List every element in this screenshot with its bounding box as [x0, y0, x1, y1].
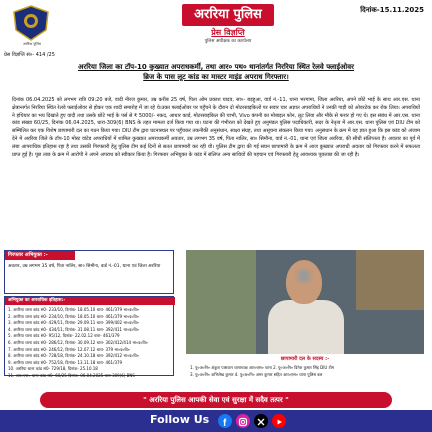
criminal-history-box: [4, 296, 174, 376]
photo-face-blur: [298, 270, 310, 282]
logo-caption: अररिया पुलिस: [22, 42, 42, 46]
accused-box: [4, 250, 174, 294]
body-paragraph: दिनांक 06.04.2025 को लगभग रात्रि 09:20 बजे, वादी नीरज कुमार, उम्र करीब 25 वर्ष, पिता ओम प्रकाश यादव, सा०- बड़हुआ, वार्ड नं.-11, थाना भरगामा, जिला अररिया, अपने छोटे भाई के साथ आर.एस. थाना क्षेत्रान्तर्गत निररिया स्थित रेलवे फ्लाईओवर से होकर एक शादी समारोह में जा रहे थे।उक्त फ्लाईओवर पर पहुँचने के दौरान दो मोटरसाइकिलों पर सवार चार अज्ञात अपराधियों ने उनकी गाड़ी को ओवरटेक कर रोक लिया। अपराधियों ने हथियार का भय दिखाते हुए वादी तथा उसके छोटे भाई के पर्स से ₹ 5000/- नकद, आधार कार्ड, मोटरसाइकिल की चाभी, Vivo कंपनी का मोबाइल फोन, लूट लिया और मौके से फरार हो गए थे। इस संबंध में आर.एस. थाना कांड संख्या 60/25, दिनांक 06.04.2025, धारा-309(6) BNS के तहत मामला दर्ज किया गया था। घटना की गंभीरता को देखते हुए अनुमंडल पुलिस पदाधिकारी, सदर के नेतृत्व में आर.एस. थाना पुलिस एवं DIU टीम को सम्मिलित कर एक विशेष छापामारी दल का गठन किया गया। DIU टीम द्वारा घटनास्थल पर पहुँचकर तकनीकी अनुसंधान, साक्ष्य संग्रह, तथा असूचना संकलन किया गया। अनुसंधान के क्रम में यह ज्ञात हुआ कि इस कांड को अंजाम देने में अररिया जिले के टॉप-10 मोस्ट वांटेड अपराधियों में शामिल कुख्यात अपराधकर्मी अवतार, उम्र लगभग 35 वर्ष, पिता नालिर, सा० सिमौना, वार्ड नं.-01, थाना एवं जिला अररिया, की सीधी संलिप्तता है। अवतार का पूर्व में लंबा आपराधिक इतिहास रहा है तथा उसकी गिरफ्तारी हेतु पुलिस टीम कई दिनों से सतत छापामारी कर रही थी। पुलिस टीम द्वारा की गई सघन छापामारी के क्रम में आज कुख्यात अपराधी अवतार को गिरफ्तार करने में सफलता प्राप्त हुई है। पूछ ताछ के क्रम में आरोपी ने अपने अपराध को स्वीकार किया है। गिरफ्तार अभियुक्त के कांड में संलिप्त अन्य साथियों की पहचान एवं गिरफ्तारी हेतु आवश्यक पूछताछ की जा रही है।: [12, 97, 420, 158]
follow-us-label: Follow Us: [150, 413, 210, 426]
criminal-history-title: अभियुक्त का अपराधिक इतिहास:-: [5, 297, 175, 305]
office-label: पुलिस अधीक्षक का कार्यालय: [204, 39, 252, 44]
footer: [0, 410, 432, 432]
list-item: 7. अररिया थाना कांड सं0- 246/12, दिनांक- 12.07.12 धारा- 379 भा०द०वि०: [8, 346, 130, 352]
raid-team-box: [186, 356, 424, 388]
slogan-banner: " अररिया पुलिस आपकी सेवा एवं सुरक्षा में सदैव तत्पर ": [40, 392, 392, 408]
list-item: 11. आर०एस० थाना कांड सं0- 60/25 दिनांक- 06.04.2025 धारा-309(6) BNS: [8, 372, 135, 378]
photo-person-head: [286, 260, 322, 304]
release-number: प्रेस विज्ञप्ति सं०- 414 /25: [4, 52, 55, 58]
accused-title: गिरफ्तार अभियुक्त :-: [5, 251, 75, 260]
accused-photo: [186, 250, 424, 354]
criminal-history-list: [8, 307, 172, 380]
list-item: 3. अररिया थाना कांड सं0- 429/11, दिनांक- 29.09.11 धारा- 399/402 भा०द०वि०: [8, 320, 139, 326]
raid-team-title: छापामारी दल के सदस्य :-: [280, 356, 330, 362]
raid-team-list: [190, 364, 422, 378]
facebook-icon[interactable]: [218, 414, 232, 428]
bihar-police-logo-icon: [10, 4, 52, 42]
press-release-label: प्रेस विज्ञप्ति: [211, 28, 245, 37]
list-item: 4. अररिया थाना कांड सं0- 434/11, दिनांक- 31.08.11 धारा- 392/411 भा०द०वि०: [8, 326, 139, 332]
svg-text:f: f: [223, 418, 227, 429]
instagram-icon[interactable]: [236, 414, 250, 428]
headline: [14, 62, 418, 82]
accused-details: अवतार, उम्र लगभग 35 वर्ष, पिता नालिर, सा० सिमौना, वार्ड नं.-01, थाना एवं जिला अररिया: [8, 264, 161, 269]
list-item: 1. पु०अ०नि० अंकुश पासवान थानाध्यक्ष आर०एस० थाना 2. पु०अ०नि० दिनेश कुमार सिंह DIU टीम: [190, 365, 335, 370]
release-date: दिनांक-15.11.2025: [360, 6, 424, 14]
list-item: 10. अररिया थाना कांड सं0- 729/18, दिनांक- 25.10.18: [8, 366, 98, 372]
list-item: 2. अररिया थाना कांड सं0- 234/10, दिनांक- 18.05.10 धारा- 461/379 भा०द०वि०: [8, 313, 139, 319]
list-item: 9. अररिया थाना कांड सं0- 752/18, दिनांक- 13.11.18 धारा- 461/379: [8, 359, 123, 365]
headline-line-2: ब्रिज के पास लूट कांड का मास्टर माइंड अपराध गिरफ्तार।: [143, 73, 289, 81]
header: [0, 0, 432, 58]
list-item: 8. अररिया थाना कांड सं0- 728/18, दिनांक- 24.10.18 धारा- 392/412 भा०द०वि०: [8, 353, 139, 359]
x-icon[interactable]: [254, 414, 268, 428]
photo-background: [186, 250, 256, 354]
page-title: अररिया पुलिस: [182, 4, 274, 26]
list-item: 6. अररिया थाना कांड सं0- 286/12, दिनांक- 30.09.12 धारा- 302/412/414 भा०द०वि०: [8, 339, 148, 345]
list-item: 3. पु०अ०नि० अभिलेख कुमार 4. पु०अ०नि० अमर कुमार सहित आर०एस० थाना पुलिस बल: [190, 372, 323, 377]
list-item: 5. अररिया थाना कांड सं0- 95/12, दिनांक- 22.02.12 धारा- 461/379: [8, 333, 120, 339]
youtube-icon[interactable]: [272, 414, 286, 428]
list-item: 1. अररिया थाना कांड सं0- 233/10, दिनांक- 18.05.10 धारा- 461/379 भा०द०वि०: [8, 307, 139, 312]
photo-notice-board: [356, 250, 424, 310]
photo-person-body: [268, 300, 344, 354]
headline-line-1: अररिया जिला का टॉप-10 कुख्यात अपराधकर्मी, तथा आर० पथ० थानांतर्गत निररिया स्थित रेलवे फ्लाईओवर: [78, 63, 354, 71]
